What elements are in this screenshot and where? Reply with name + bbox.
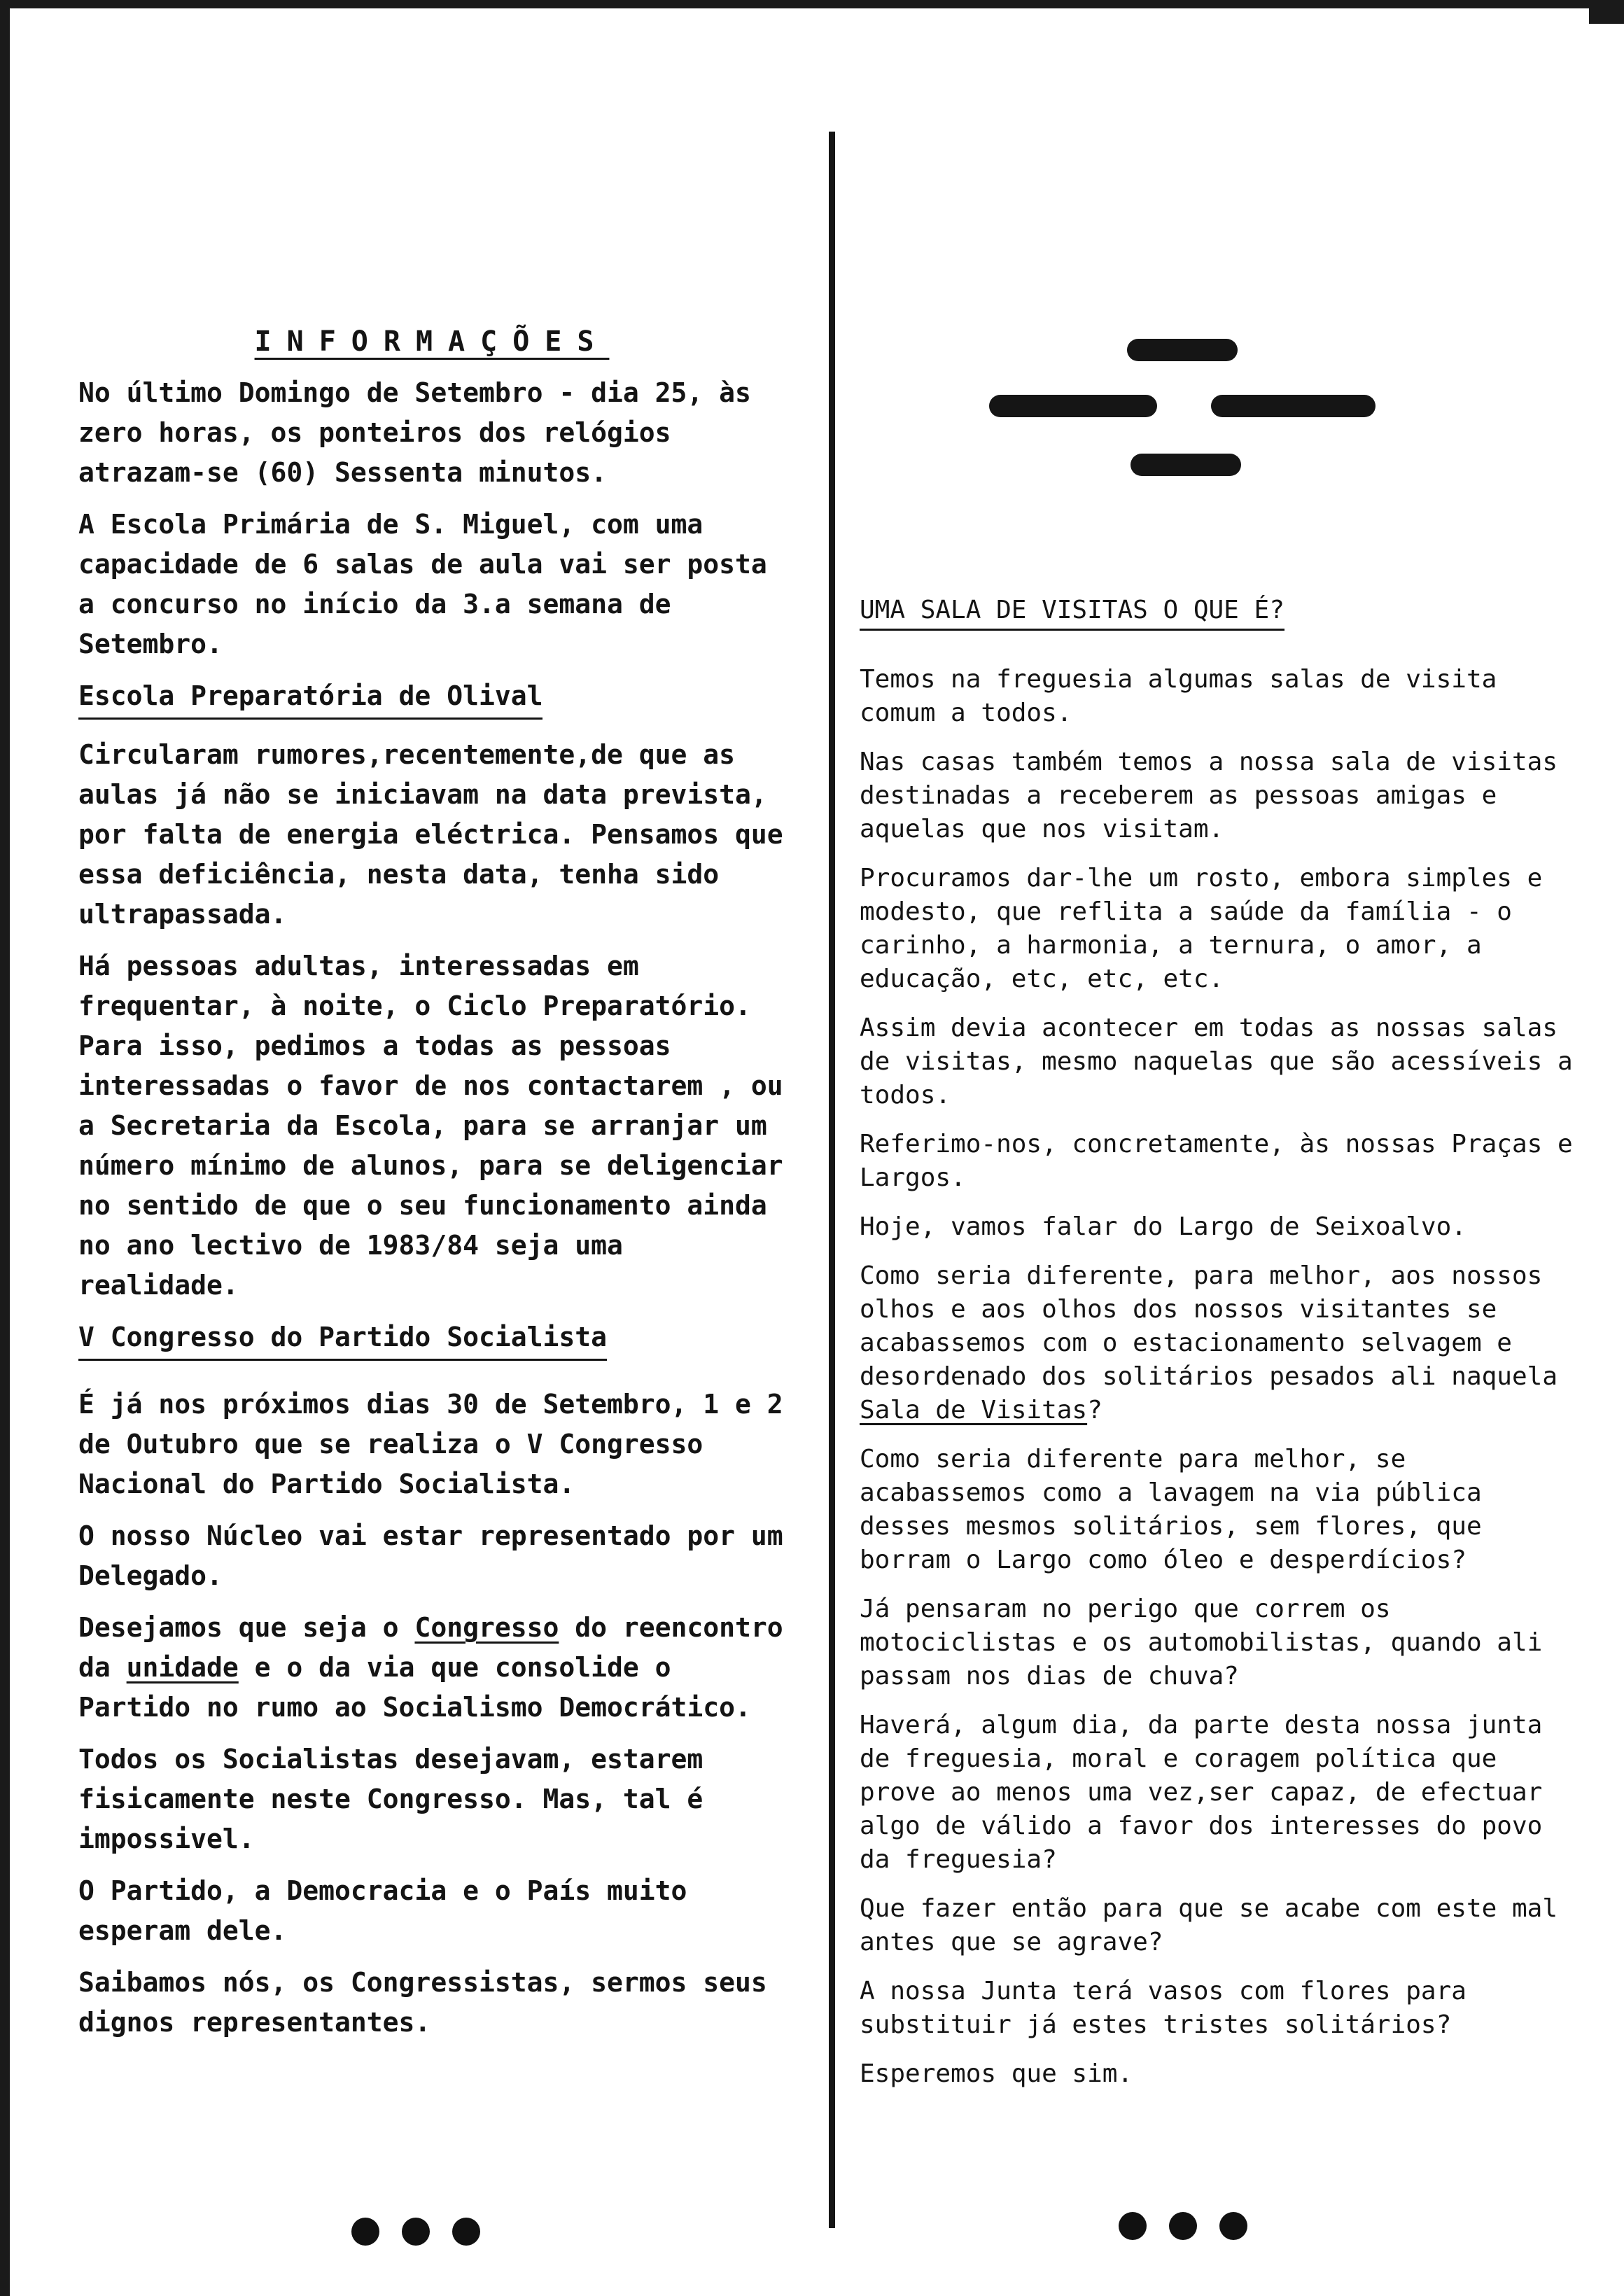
attendance-paragraph: Todos os Socialistas desejavam, estarem fisicamente neste Congresso. Mas, tal é impossivel. <box>78 1744 704 1854</box>
article-paragraph: Que fazer então para que se acabe com este mal antes que se agrave? <box>860 1894 1558 1956</box>
page-border-left <box>0 0 10 2296</box>
dot-icon <box>351 2218 379 2246</box>
sala-de-visitas-underlined: Sala de Visitas <box>860 1396 1088 1424</box>
article-paragraph: Procuramos dar-lhe um rosto, embora simples e modesto, que reflita a saúde da família - o carinho, a harmonia, a ternura, o amor, a educação, etc, etc, etc. <box>860 864 1543 993</box>
dot-icon <box>1219 2212 1247 2240</box>
article-paragraph: Temos na freguesia algumas salas de visita comum a todos. <box>860 665 1497 727</box>
column-divider <box>829 132 835 2228</box>
dot-icon <box>402 2218 430 2246</box>
page-border-corner <box>1589 0 1624 24</box>
ornament-bar <box>989 395 1157 417</box>
sala-de-visitas-heading: UMA SALA DE VISITAS O QUE É? <box>860 594 1574 631</box>
article-paragraph: Já pensaram no perigo que correm os motociclistas e os automobilistas, quando ali passam nos dias de chuva? <box>860 1595 1543 1690</box>
section-end-dots <box>351 2218 480 2246</box>
congresso-underlined: Congresso <box>414 1612 559 1643</box>
escola-preparatoria-heading: Escola Preparatória de Olival <box>78 676 785 720</box>
representatives-paragraph: Saibamos nós, os Congressistas, sermos seus dignos representantes. <box>78 1967 767 2038</box>
ornament-bar <box>1127 339 1238 361</box>
ornament-bar <box>1130 454 1241 476</box>
article-paragraph: Como seria diferente para melhor, se acabassemos como a lavagem na via pública desses mesmos solitários, sem flores, que borram o Largo como óleo e desperdícios? <box>860 1445 1482 1574</box>
section-end-dots <box>1119 2212 1247 2240</box>
congress-dates-paragraph: É já nos próximos dias 30 de Setembro, 1 e 2 de Outubro que se realiza o V Congresso Nacional do Partido Socialista. <box>78 1389 783 1499</box>
unidade-underlined: unidade <box>126 1652 239 1683</box>
article-paragraph: Esperemos que sim. <box>860 2059 1133 2088</box>
dot-icon <box>1119 2212 1147 2240</box>
right-column <box>860 594 1574 2106</box>
rumours-paragraph: Circularam rumores,recentemente,de que as aulas já não se iniciavam na data prevista, por falta de energia eléctrica. Pensamos que essa deficiência, nesta data, tenha sido ultrapassada. <box>78 739 783 930</box>
page-border-top <box>0 0 1624 8</box>
unity-paragraph: Desejamos que seja o Congresso do reencontro da unidade e o da via que consolide o Partido no rumo ao Socialismo Democrático. <box>78 1612 783 1723</box>
congresso-heading: V Congresso do Partido Socialista <box>78 1317 785 1361</box>
article-paragraph: Hoje, vamos falar do Largo de Seixoalvo. <box>860 1212 1466 1241</box>
article-paragraph: Referimo-nos, concretamente, às nossas Praças e Largos. <box>860 1130 1573 1192</box>
article-paragraph: Como seria diferente, para melhor, aos nossos olhos e aos olhos dos nossos visitantes se acabassemos com o estacionamento selvagem e desordenado dos solitários pesados ali naquela Sala de Visitas? <box>860 1261 1558 1424</box>
delegate-paragraph: O nosso Núcleo vai estar representado por um Delegado. <box>78 1520 783 1591</box>
adult-students-paragraph: Há pessoas adultas, interessadas em frequentar, à noite, o Ciclo Preparatório. Para isso, pedimos a todas as pessoas interessadas o favor de nos contactarem , ou a Secretaria da Escola, para se arranjar um número mínimo de alunos, para se deligenciar no sentido de que o seu funcionamento ainda no ano lectivo de 1983/84 seja uma realidade. <box>78 951 783 1301</box>
left-column <box>78 322 785 2054</box>
article-paragraph: Haverá, algum dia, da parte desta nossa junta de freguesia, moral e coragem política que prove ao menos uma vez,ser capaz, de efectuar algo de válido a favor dos interesses do povo da freguesia? <box>860 1711 1543 1874</box>
ornament-bar <box>1211 395 1376 417</box>
dot-icon <box>1169 2212 1197 2240</box>
dot-icon <box>452 2218 480 2246</box>
article-paragraph: Assim devia acontecer em todas as nossas salas de visitas, mesmo naquelas que são acessíveis a todos. <box>860 1014 1573 1110</box>
clock-change-paragraph: No último Domingo de Setembro - dia 25, às zero horas, os ponteiros dos relógios atrazam-se (60) Sessenta minutos. <box>78 377 751 488</box>
school-contest-paragraph: A Escola Primária de S. Miguel, com uma capacidade de 6 salas de aula vai ser posta a concurso no início da 3.a semana de Setembro. <box>78 509 767 659</box>
article-paragraph: A nossa Junta terá vasos com flores para substituir já estes tristes solitários? <box>860 1977 1466 2039</box>
article-paragraph: Nas casas também temos a nossa sala de visitas destinadas a receberem as pessoas amigas e aquelas que nos visitam. <box>860 748 1558 844</box>
expectations-paragraph: O Partido, a Democracia e o País muito esperam dele. <box>78 1875 687 1946</box>
informacoes-heading: INFORMAÇÕES <box>254 326 610 358</box>
